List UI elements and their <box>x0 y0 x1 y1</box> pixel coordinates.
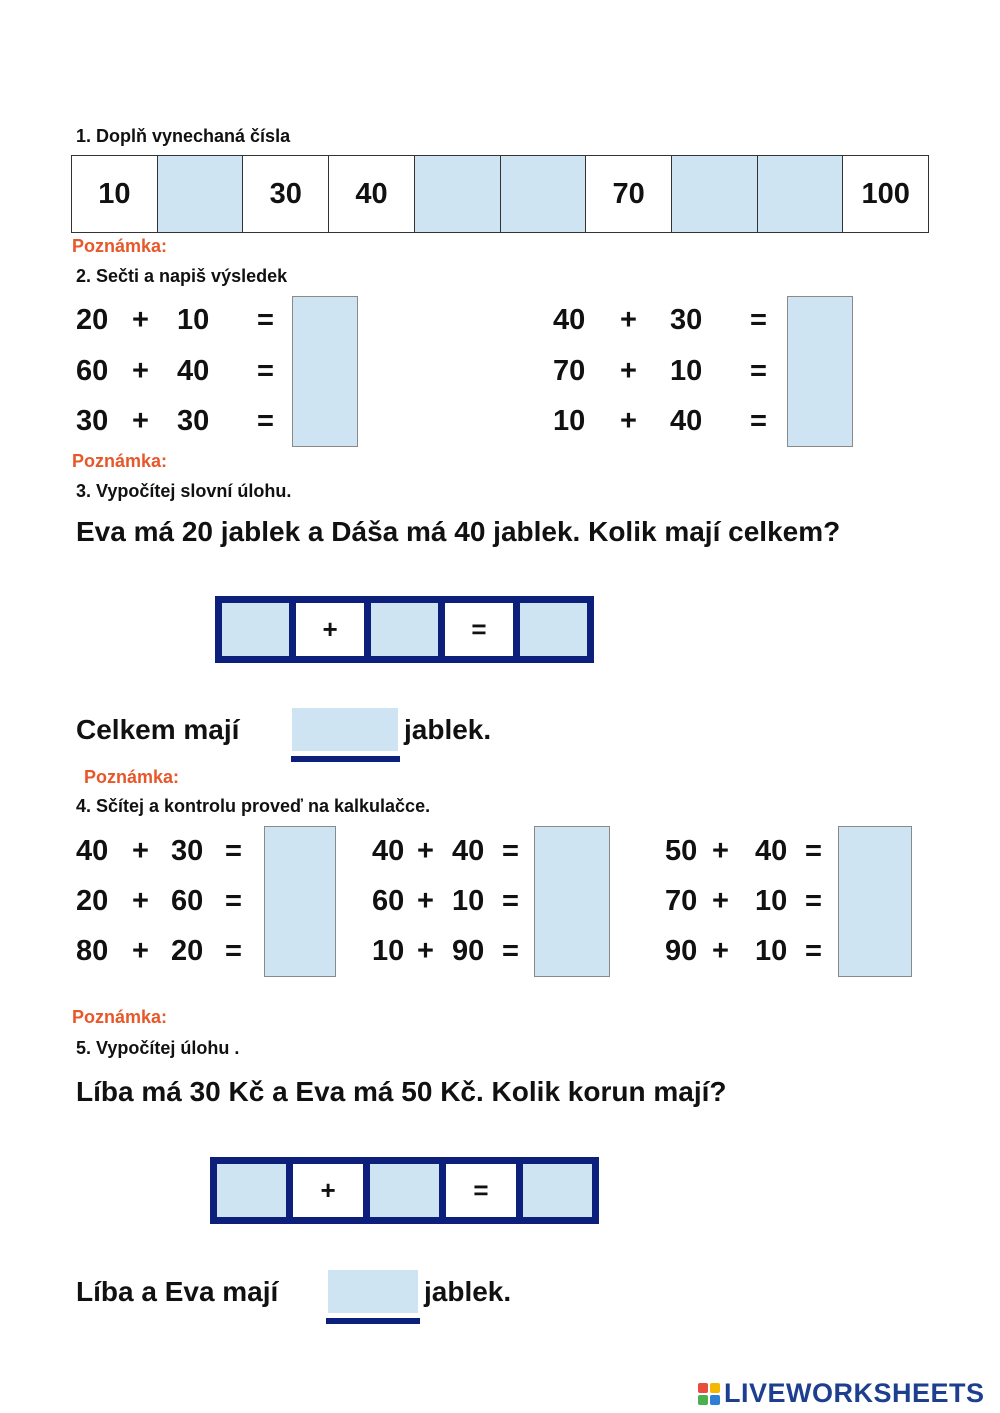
plus-sign: + <box>712 835 729 867</box>
addend-b: 30 <box>670 304 703 336</box>
equals-sign: = <box>805 835 822 867</box>
section1-note: Poznámka: <box>72 236 168 256</box>
section2-heading: 2. Sečti a napiš výsledek <box>76 266 288 286</box>
addend-a: 20 <box>76 885 109 917</box>
addend-b: 10 <box>755 935 788 967</box>
equals-sign: = <box>750 405 767 437</box>
equals-sign: = <box>805 935 822 967</box>
equals-sign: = <box>750 304 767 336</box>
plus-sign: + <box>620 405 637 437</box>
plus-sign: + <box>712 935 729 967</box>
equals-sign: = <box>257 355 274 387</box>
sum-answer-input[interactable] <box>838 826 912 977</box>
logo-text: LIVEWORKSHEETS <box>724 1378 985 1408</box>
sequence-cell: 30 <box>243 156 329 232</box>
equation-addend-input[interactable] <box>217 1164 286 1217</box>
addend-a: 60 <box>76 355 109 387</box>
addend-b: 90 <box>452 935 485 967</box>
sequence-blank-input[interactable] <box>501 156 587 232</box>
equals-sign: = <box>257 304 274 336</box>
equals-sign: = <box>502 835 519 867</box>
liveworksheets-logo <box>698 1378 985 1409</box>
equation-result-input[interactable] <box>520 603 587 656</box>
addend-a: 40 <box>553 304 586 336</box>
answer-prefix: Líba a Eva mají <box>76 1276 279 1307</box>
sequence-cell: 40 <box>329 156 415 232</box>
addend-b: 10 <box>177 304 210 336</box>
addend-b: 40 <box>755 835 788 867</box>
plus-sign: + <box>712 885 729 917</box>
addend-b: 30 <box>177 405 210 437</box>
addend-b: 10 <box>670 355 703 387</box>
plus-sign: + <box>417 935 434 967</box>
equals-sign: = <box>225 935 242 967</box>
equals-sign: = <box>225 885 242 917</box>
answer-prefix: Celkem mají <box>76 714 240 745</box>
sum-answer-input[interactable] <box>292 296 358 447</box>
plus-sign: + <box>132 304 149 336</box>
equation-addend-input[interactable] <box>370 1164 439 1217</box>
addend-a: 40 <box>76 835 109 867</box>
plus-sign: + <box>417 885 434 917</box>
answer-total-input[interactable] <box>292 708 398 751</box>
addend-a: 80 <box>76 935 109 967</box>
addend-a: 60 <box>372 885 405 917</box>
equation-addend-input[interactable] <box>222 603 289 656</box>
answer-total-input[interactable] <box>328 1270 418 1313</box>
section3-heading: 3. Vypočítej slovní úlohu. <box>76 481 292 501</box>
addend-a: 40 <box>372 835 405 867</box>
plus-sign: + <box>417 835 434 867</box>
section5-heading: 5. Vypočítej úlohu . <box>76 1038 240 1058</box>
section4-heading: 4. Sčítej a kontrolu proveď na kalkulačce. <box>76 796 431 816</box>
equation-frame <box>215 596 594 663</box>
addend-b: 10 <box>452 885 485 917</box>
addend-b: 40 <box>177 355 210 387</box>
addend-b: 40 <box>452 835 485 867</box>
equation-frame <box>210 1157 599 1224</box>
addend-a: 10 <box>553 405 586 437</box>
equation-result-input[interactable] <box>523 1164 592 1217</box>
sum-answer-input[interactable] <box>534 826 610 977</box>
equals-sign: = <box>502 885 519 917</box>
answer-underline <box>326 1318 420 1324</box>
word-problem-text: Eva má 20 jablek a Dáša má 40 jablek. Kolik mají celkem? <box>76 516 841 547</box>
addend-b: 40 <box>670 405 703 437</box>
section2-note: Poznámka: <box>72 451 168 471</box>
plus-sign: + <box>620 355 637 387</box>
section3-note: Poznámka: <box>84 767 180 787</box>
plus-sign: + <box>132 835 149 867</box>
equals-sign: = <box>446 1164 515 1217</box>
plus-sign: + <box>132 405 149 437</box>
plus-sign: + <box>620 304 637 336</box>
plus-sign: + <box>293 1164 362 1217</box>
sequence-cell: 70 <box>586 156 672 232</box>
plus-sign: + <box>132 935 149 967</box>
addend-a: 70 <box>665 885 698 917</box>
addend-b: 30 <box>171 835 204 867</box>
plus-sign: + <box>132 885 149 917</box>
sequence-blank-input[interactable] <box>415 156 501 232</box>
addend-a: 90 <box>665 935 698 967</box>
addend-b: 20 <box>171 935 204 967</box>
equals-sign: = <box>805 885 822 917</box>
equals-sign: = <box>257 405 274 437</box>
equals-sign: = <box>445 603 512 656</box>
equation-addend-input[interactable] <box>371 603 438 656</box>
addend-a: 30 <box>76 405 109 437</box>
word-problem-text: Líba má 30 Kč a Eva má 50 Kč. Kolik korun mají? <box>76 1076 727 1107</box>
equals-sign: = <box>502 935 519 967</box>
equals-sign: = <box>225 835 242 867</box>
answer-suffix: jablek. <box>424 1276 512 1307</box>
addend-b: 60 <box>171 885 204 917</box>
sum-answer-input[interactable] <box>787 296 853 447</box>
sequence-blank-input[interactable] <box>758 156 844 232</box>
sum-answer-input[interactable] <box>264 826 336 977</box>
sequence-cell: 10 <box>72 156 158 232</box>
number-sequence <box>71 155 929 233</box>
equals-sign: = <box>750 355 767 387</box>
sequence-cell: 100 <box>843 156 928 232</box>
addend-b: 10 <box>755 885 788 917</box>
plus-sign: + <box>296 603 363 656</box>
answer-suffix: jablek. <box>404 714 492 745</box>
addend-a: 10 <box>372 935 405 967</box>
sequence-blank-input[interactable] <box>158 156 244 232</box>
section1-heading: 1. Doplň vynechaná čísla <box>76 126 291 146</box>
addend-a: 70 <box>553 355 586 387</box>
addend-a: 50 <box>665 835 698 867</box>
sequence-blank-input[interactable] <box>672 156 758 232</box>
plus-sign: + <box>132 355 149 387</box>
answer-underline <box>291 756 400 762</box>
section4-note: Poznámka: <box>72 1007 168 1027</box>
addend-a: 20 <box>76 304 109 336</box>
liveworksheets-logo-icon <box>698 1383 720 1405</box>
